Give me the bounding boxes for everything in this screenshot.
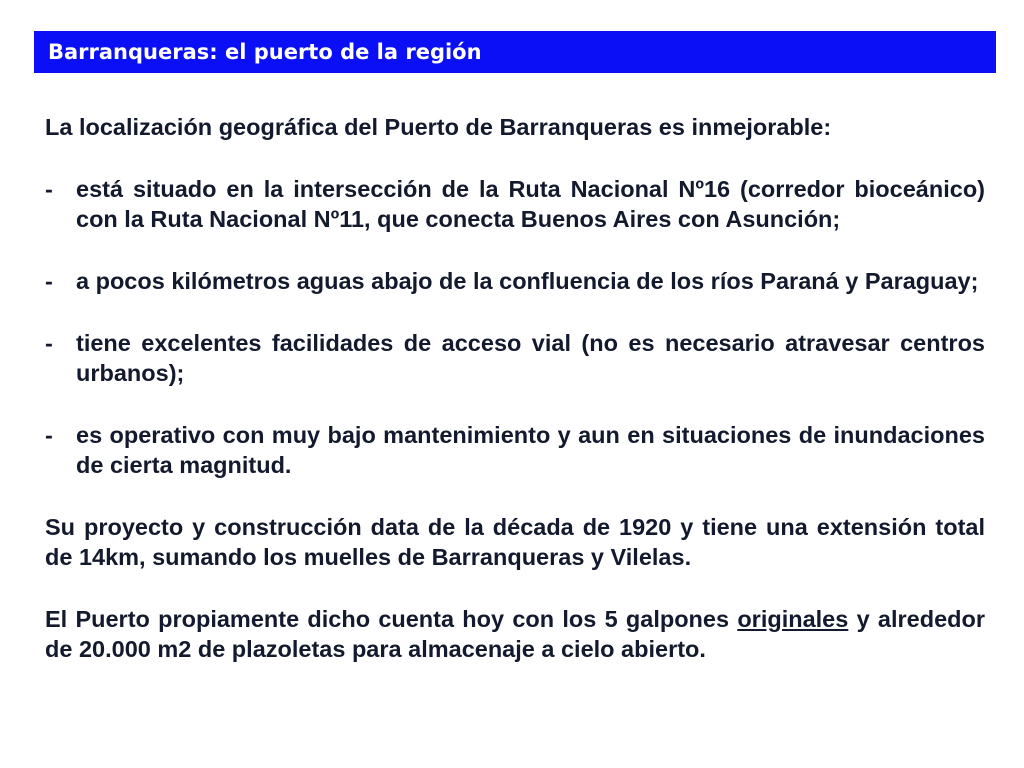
intro-text: La localización geográfica del Puerto de Barranqueras es inmejorable: (45, 114, 832, 140)
slide-body (45, 112, 985, 664)
slide-title: Barranqueras: el puerto de la región (48, 40, 482, 64)
bullet-item (45, 174, 985, 234)
underlined-word: originales (737, 606, 849, 632)
bullet-text: tiene excelentes facilidades de acceso vial (no es necesario atravesar centros urbanos); (76, 330, 985, 386)
bullet-text: está situado en la intersección de la Ruta Nacional Nº16 (corredor bioceánico) con la Ruta Nacional Nº11, que conecta Buenos Aires con Asunción; (76, 176, 985, 232)
bullet-item (45, 266, 985, 296)
slide-title-bar (34, 31, 996, 73)
bullet-dash: - (45, 422, 53, 448)
current-paragraph (45, 604, 985, 664)
bullet-text: es operativo con muy bajo mantenimiento y aun en situaciones de inundaciones de cierta magnitud. (76, 422, 985, 478)
current-paragraph-start: El Puerto propiamente dicho cuenta hoy con los 5 galpones (45, 606, 738, 632)
bullet-item (45, 420, 985, 480)
bullet-text: a pocos kilómetros aguas abajo de la confluencia de los ríos Paraná y Paraguay; (76, 268, 979, 294)
bullet-item (45, 328, 985, 388)
bullet-dash: - (45, 176, 53, 202)
bullet-dash: - (45, 268, 53, 294)
bullet-dash: - (45, 330, 53, 356)
current-paragraph-end: y alrededor de 20.000 m2 de plazoletas para almacenaje a cielo abierto. (45, 606, 985, 662)
history-paragraph: Su proyecto y construcción data de la década de 1920 y tiene una extensión total de 14km, sumando los muelles de Barranqueras y Vilelas. (45, 514, 985, 570)
